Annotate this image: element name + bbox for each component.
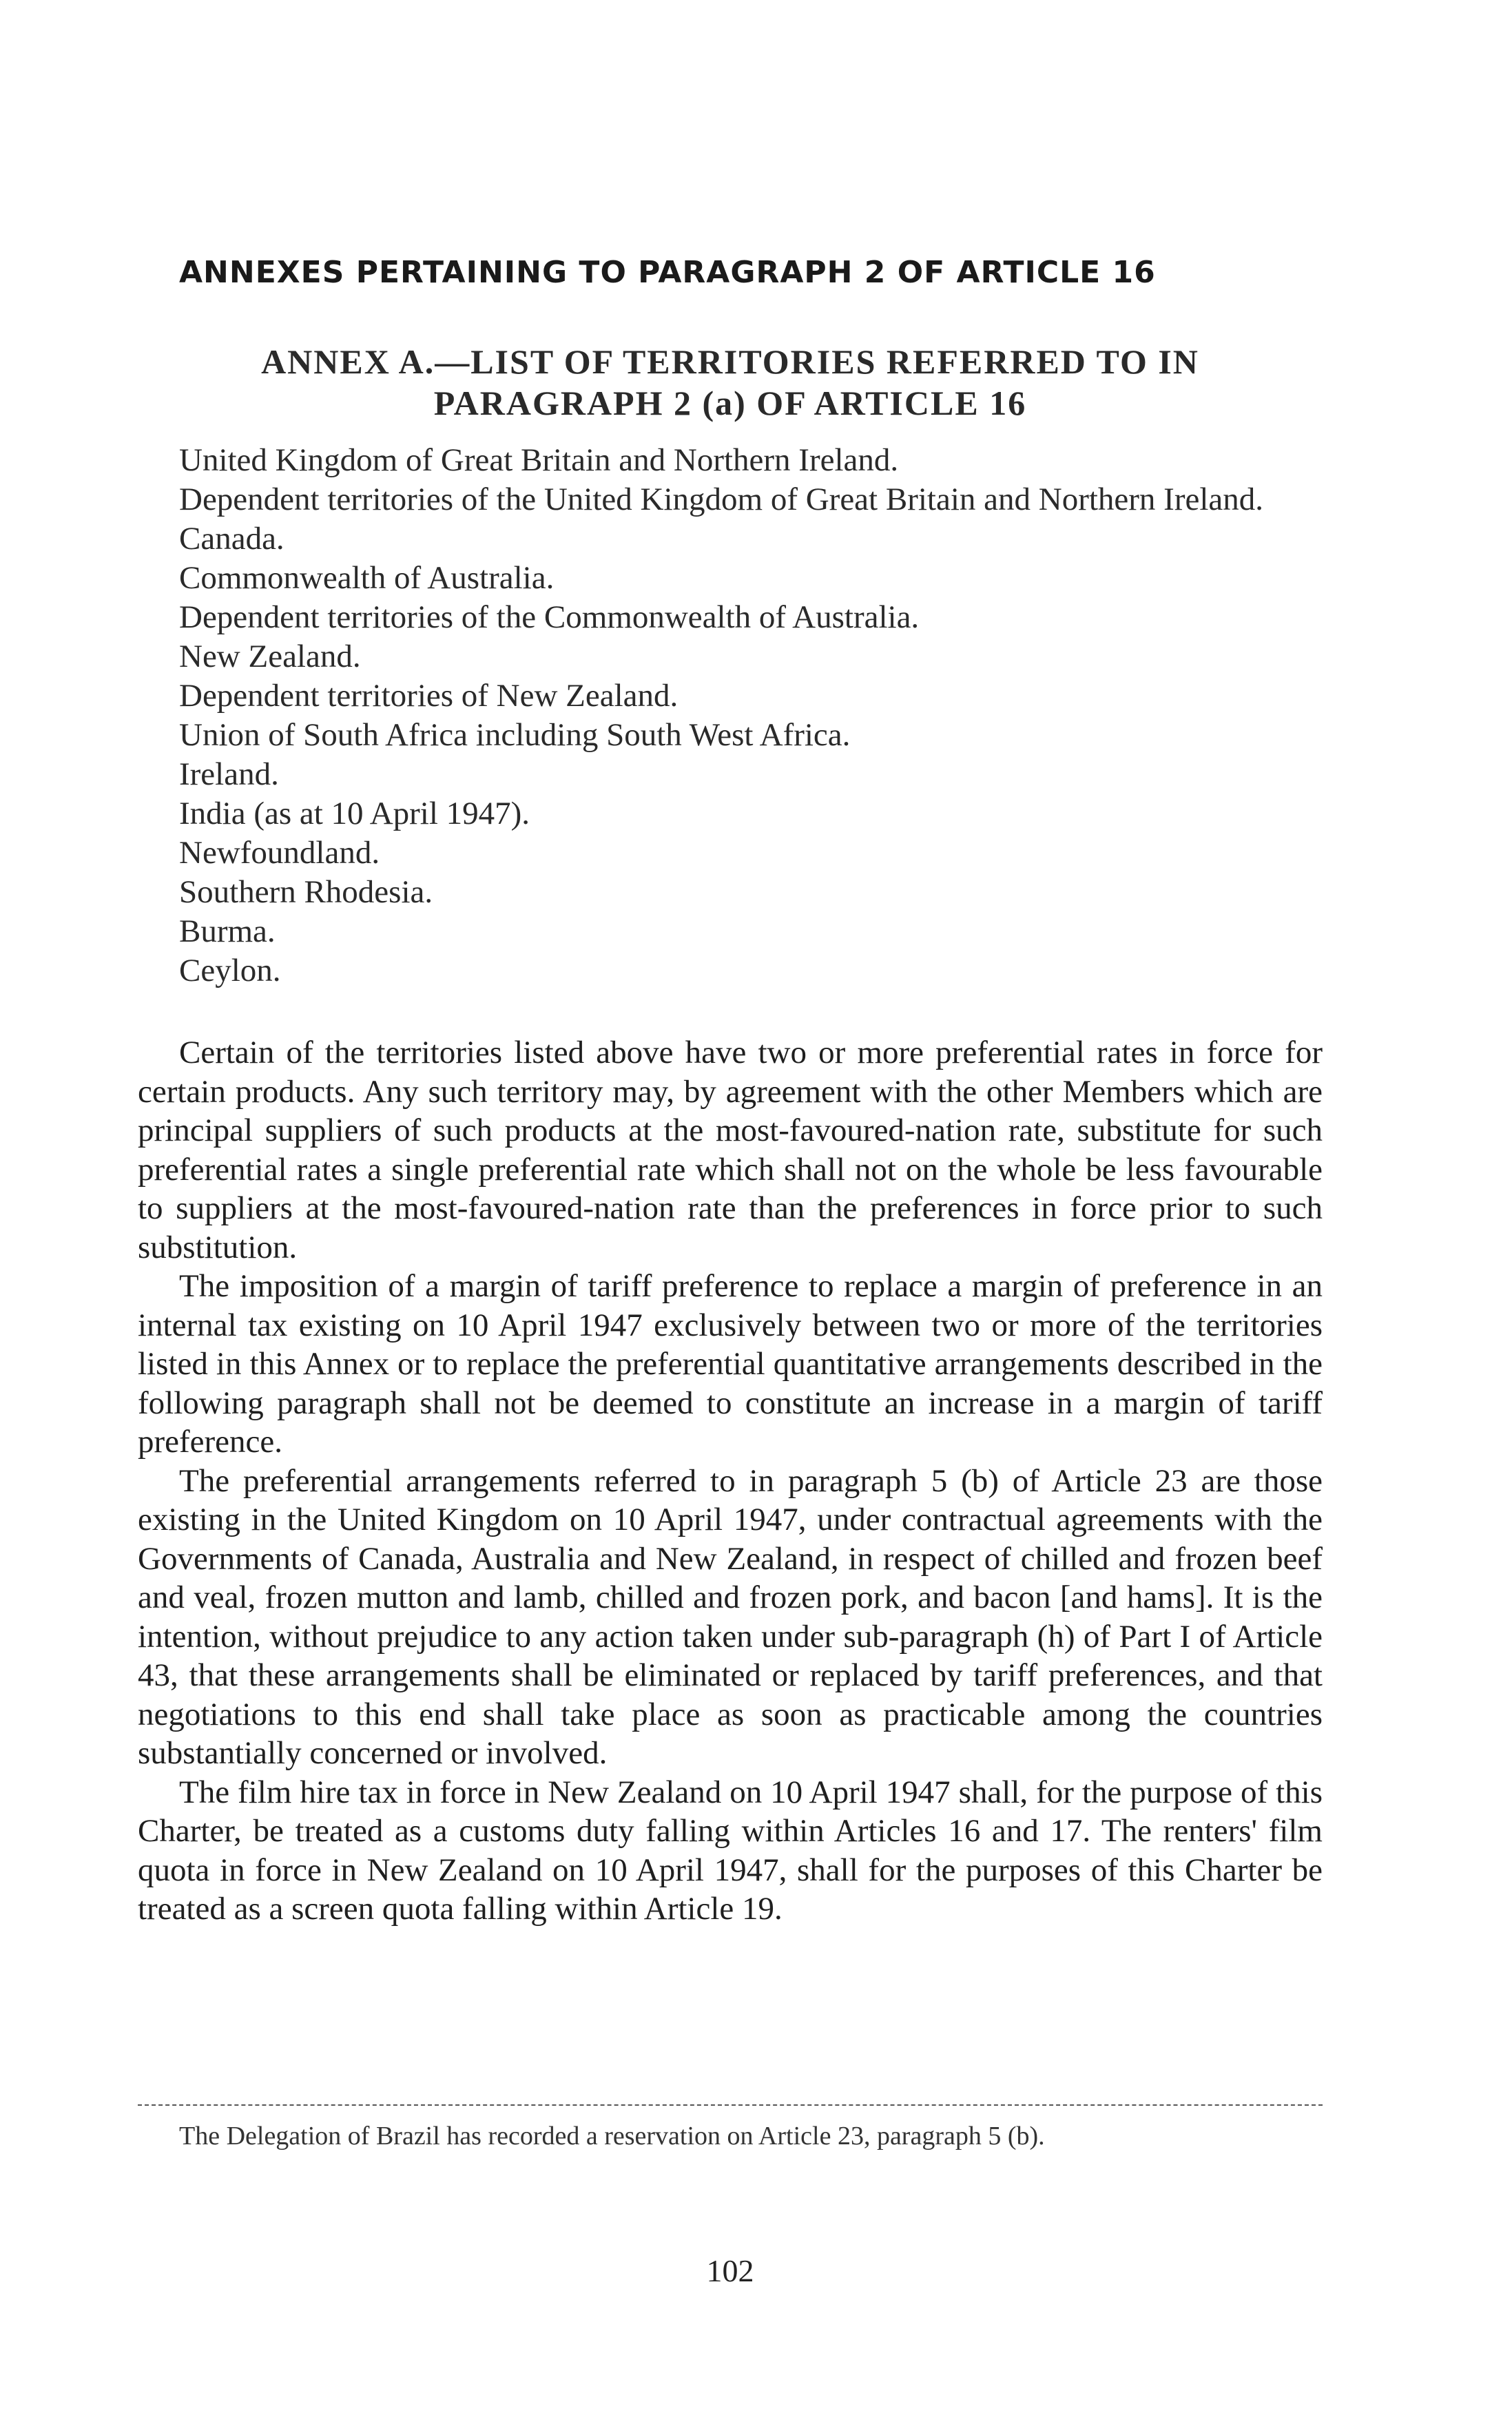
territory-item: New Zealand. [179,639,361,674]
page-number: 102 [706,2253,754,2288]
territory-item: Canada. [179,521,284,557]
paragraph-preferential-rates: Certain of the territories listed above have two or more preferential rates in force for certain products. Any such territory may, by agreement with the other Members which are principal suppliers of such products at the most-favoured-nation rate, substitute for such preferential rates a single preferential rate which shall not on the whole be less favourable to suppliers at the most-favoured-nation rate than the preferences in force prior to such substitution. [138,1035,1323,1265]
footnote: The Delegation of Brazil has recorded a reservation on Article 23, paragraph 5 (b). [179,2122,1045,2151]
annex-title-line-2: PARAGRAPH 2 (a) OF ARTICLE 16 [433,384,1027,422]
territory-item: Union of South Africa including South West Africa. [179,717,851,753]
annex-title [138,341,1323,424]
territory-item: United Kingdom of Great Britain and Northern Ireland. [179,442,899,478]
territory-item: Dependent territories of New Zealand. [179,678,679,714]
paragraph-preferential-arrangements: The preferential arrangements referred to in paragraph 5 (b) of Article 23 are those existing in the United Kingdom on 10 April 1947, under contractual agreements with the Governments of Canada, Australia and New Zealand, in respect of chilled and frozen beef and veal, frozen mutton and lamb, chilled and frozen pork, and bacon [and hams]. It is the intention, without prejudice to any action taken under sub-paragraph (h) of Part I of Article 43, that these arrangements shall be eliminated or replaced by tariff preferences, and that negotiations to this end shall take place as soon as practicable among the countries substantially concerned or involved. [138,1462,1323,1771]
annex-title-line-1: ANNEX A.—LIST OF TERRITORIES REFERRED TO IN [261,342,1199,381]
page-heading: ANNEXES PERTAINING TO PARAGRAPH 2 OF ARTICLE 16 [179,255,1156,290]
territory-item: Newfoundland. [179,835,380,871]
paragraph-margin-of-preference: The imposition of a margin of tariff preference to replace a margin of preference in an internal tax existing on 10 April 1947 exclusively between two or more of the territories listed in this Annex or to replace the preferential quantitative arrangements described in the following paragraph shall not be deemed to constitute an increase in a margin of tariff preference. [138,1268,1323,1460]
territory-item: Ceylon. [179,953,281,988]
territory-item: Dependent territories of the United Kingdom of Great Britain and Northern Ireland. [179,481,1263,517]
document-page [138,0,1323,2435]
territory-item: Dependent territories of the Commonwealth of Australia. [179,599,920,635]
territory-item: India (as at 10 April 1947). [179,796,530,831]
footnote-divider [138,2104,1323,2106]
territory-list [179,441,1323,991]
territory-item: Southern Rhodesia. [179,874,433,910]
territory-item: Ireland. [179,756,279,792]
territory-item: Burma. [179,913,276,949]
body-text [138,1033,1323,1929]
territory-item: Commonwealth of Australia. [179,560,555,596]
paragraph-film-hire-tax: The film hire tax in force in New Zealand on 10 April 1947 shall, for the purpose of this Charter, be treated as a customs duty falling within Articles 16 and 17. The renters' film quota in force in New Zealand on 10 April 1947, shall for the purposes of this Charter be treated as a screen quota falling within Article 19. [138,1774,1323,1927]
